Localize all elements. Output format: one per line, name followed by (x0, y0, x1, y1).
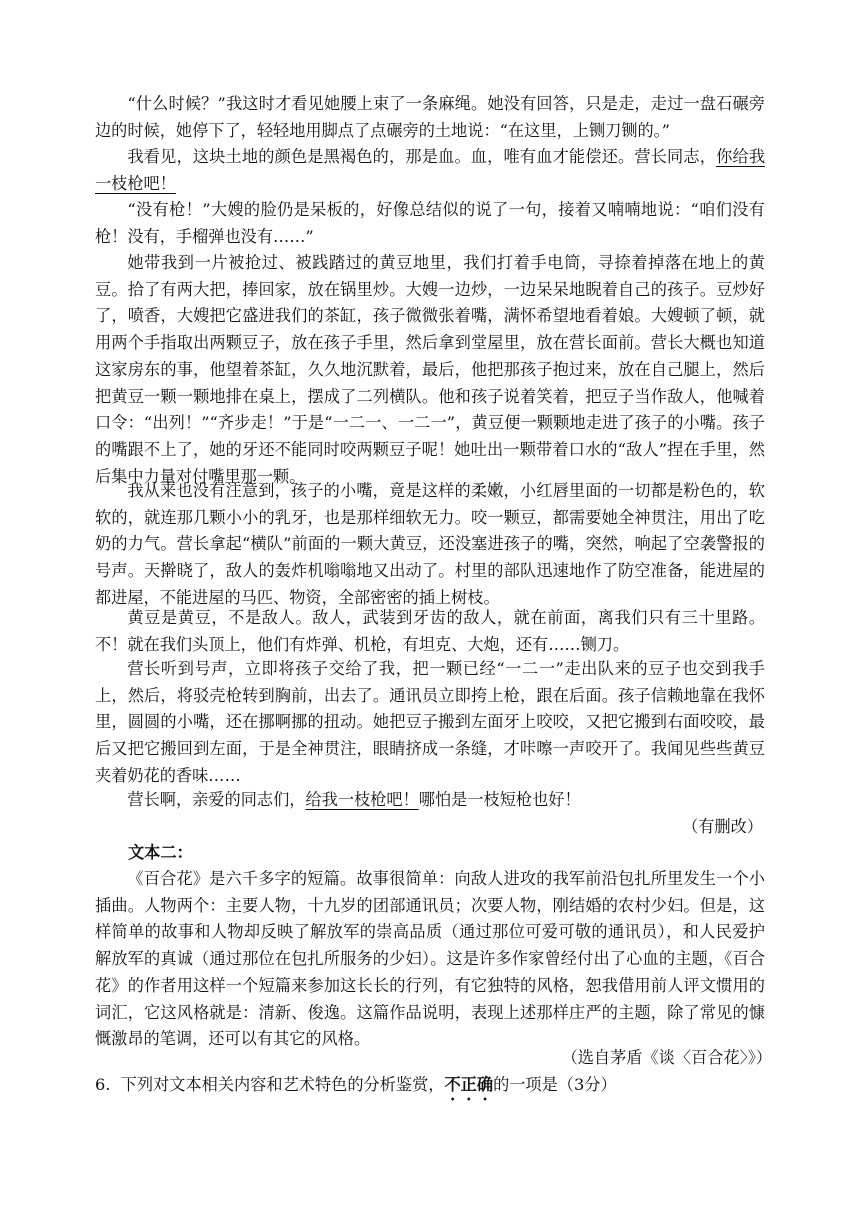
paragraph-2-text: 我看见，这块土地的颜色是黑褐色的，那是血。血，唯有血才能偿还。营长同志， (127, 147, 717, 166)
text1-paragraph-8 (95, 787, 765, 814)
edit-note: （有删改） (682, 817, 763, 836)
text1-paragraph-3: “没有枪！”大嫂的脸仍是呆板的，好像总结似的说了一句，接着又喃喃地说：“咱们没有枪！没有，手榴弹也没有……” (95, 200, 765, 246)
text2-heading: 文本二： (128, 843, 193, 862)
question-stem: 下列对文本相关内容和艺术特色的分析鉴赏， (120, 1075, 445, 1094)
text1-paragraph-2 (95, 144, 765, 197)
underlined-quote-1: 你给我一枝枪吧！ (95, 147, 766, 193)
text2-source: （选自茅盾《谈〈百合花〉》） (561, 1048, 772, 1067)
text1-paragraph-5: 我从来也没有注意到，孩子的小嘴，竟是这样的柔嫩，小红唇里面的一切都是粉色的，软软的，就连那几颗小小的乳牙，也是那样细软无力。咬一颗豆，都需要她全神贯注，用出了吃奶的力气。营长拿起“横队”前面的一颗大黄豆，还没塞进孩子的嘴，突然，响起了空袭警报的号声。天擀晓了，敌人的轰炸机嗡嗡地又出动了。村里的部队迅速地作了防空准备，能进屋的都进屋，不能进屋的马匹、物资，全部密密的插上树枝。 (95, 481, 765, 607)
emphasized-not-correct: 不正确 (444, 1075, 494, 1094)
question-6 (95, 1072, 617, 1104)
text1-paragraph-7: 营长听到号声，立即将孩子交给了我，把一颗已经“一二一”走出队来的豆子也交到我手上，然后，将驳壳枪转到胸前，出去了。通讯员立即挎上枪，跟在后面。孩子信赖地靠在我怀里，圆圆的小嘴，还在挪啊挪的扭动。她把豆子搬到左面牙上咬咬，又把它搬到右面咬咬，最后又把它搬回到左面，于是全神贯注，眼睛挤成一条缝，才咔嚓一声咬开了。我闻见些些黄豆夹着奶花的香味…… (95, 659, 765, 785)
question-number: 6. (95, 1075, 111, 1094)
question-stem-end: 的一项是（3分） (493, 1075, 617, 1094)
underlined-quote-2: 给我一枝枪吧！ (305, 790, 419, 809)
text1-paragraph-4: 她带我到一片被抢过、被践踏过的黄豆地里，我们打着手电筒，寻捺着掉落在地上的黄豆。拾了有两大把，捧回家，放在锅里炒。大嫂一边炒，一边呆呆地睨着自己的孩子。豆炒好了，喷香，大嫂把它盛进我们的茶缸，孩子微微张着嘴，满怀希望地看着娘。大嫂顿了顿，就用两个手指取出两颗豆子，放在孩子手里，然后拿到堂屋里，放在营长面前。营长大概也知道这家房东的事，他望着茶缸，久久地沉默着，最后，他把那孩子抱过来，放在自己腿上，然后把黄豆一颗一颗地排在桌上，摆成了二列横队。他和孩子说着笑着，把豆子当作敌人，他喊着口令：“出列！”“齐步走！”于是“一二一、一二一”，黄豆便一颗颗地走进了孩子的小嘴。孩子的嘴跟不上了，她的牙还不能同时咬两颗豆子呢！她吐出一颗带着口水的“敌人”捏在手里，然后集中力量对付嘴里那一颗。 (95, 253, 765, 486)
text1-paragraph-6: 黄豆是黄豆，不是敌人。敌人，武装到牙齿的敌人，就在前面，离我们只有三十里路。不！就在我们头顶上，他们有炸弹、机枪，有坦克、大炮，还有……铡刀。 (95, 608, 765, 654)
paragraph-8-text-b: 哪怕是一枝短枪也好！ (418, 790, 581, 809)
text2-body: 《百合花》是六千多字的短篇。故事很简单：向敌人进攻的我军前沿包扎所里发生一个小插曲。人物两个：主要人物，十九岁的团部通讯员；次要人物，刚结婚的农村少妇。但是，这样简单的故事和人物却反映了解放军的崇高品质（通过那位可爱可敬的通讯员），和人民爱护解放军的真诚（通过那位在包扎所服务的少妇）。这是许多作家曾经付出了心血的主题，《百合花》的作者用这样一个短篇来参加这长长的行列，有它独特的风格，恕我借用前人评文惯用的词汇，它这风格就是：清新、俊逸。这篇作品说明，表现上述那样庄严的主题，除了常见的慷慨激昂的笔调，还可以有其它的风格。 (95, 869, 765, 1049)
text1-paragraph-1: “什么时候？”我这时才看见她腰上束了一条麻绳。她没有回答，只是走，走过一盘石碾旁边的时候，她停下了，轻轻地用脚点了点碾旁的土地说：“在这里，上铡刀铡的。” (95, 94, 765, 140)
paragraph-8-text-a: 营长啊，亲爱的同志们， (127, 790, 306, 809)
